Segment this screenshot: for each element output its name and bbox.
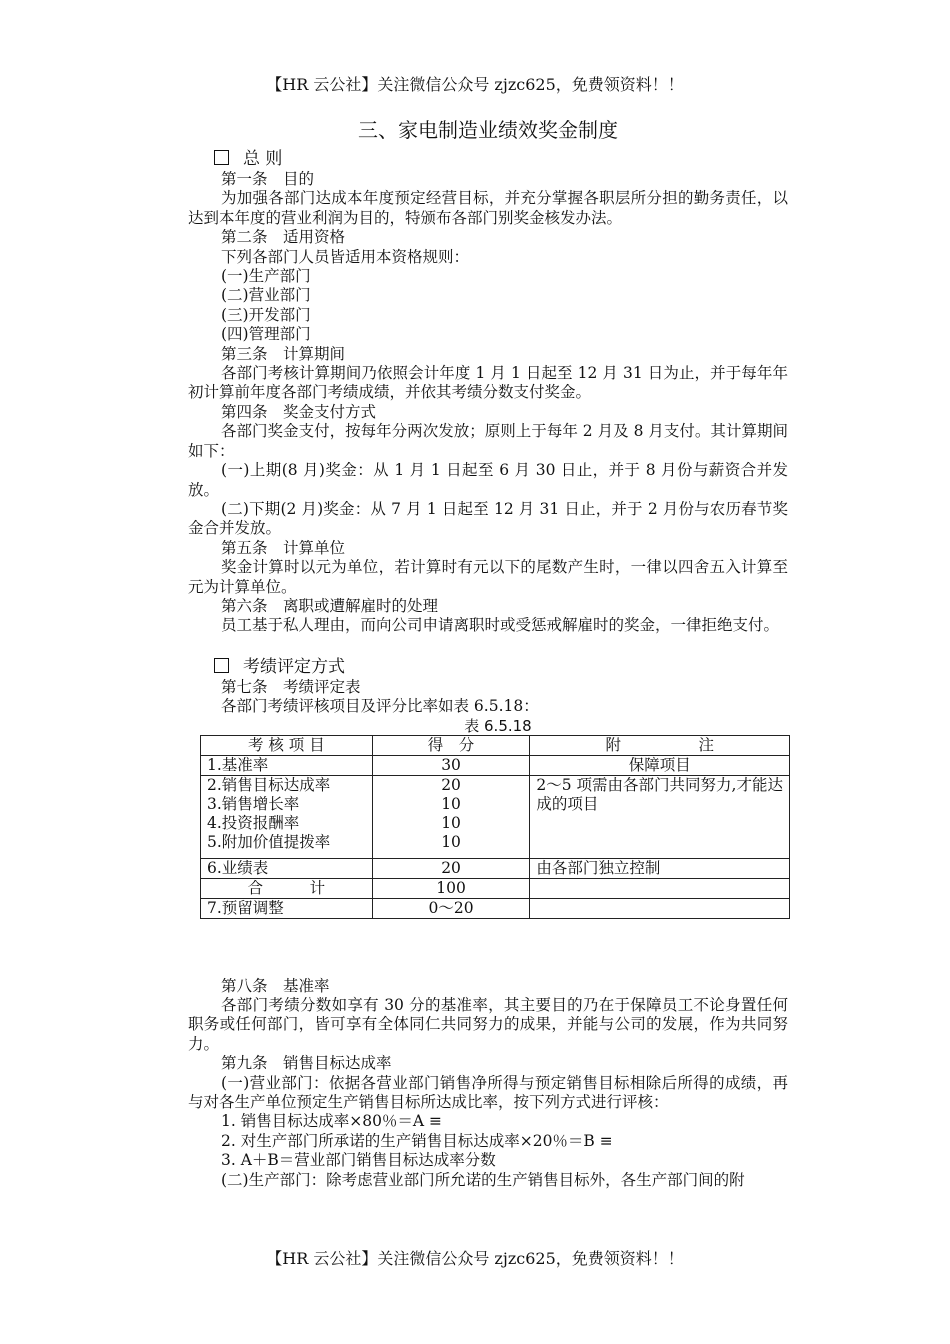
- table-header: 附 注: [530, 735, 790, 755]
- table-caption: 表 6.5.18: [464, 716, 532, 735]
- table-cell-line: 10: [441, 832, 461, 851]
- article-2-heading: 第二条 适用资格: [221, 228, 346, 247]
- article-6-body: 员工基于私人理由，而向公司申请离职时或受惩戒解雇时的奖金，一律拒绝支付。: [221, 616, 780, 635]
- table-cell: [201, 775, 373, 858]
- article-1-body: 为加强各部门达成本年度预定经营目标，并充分掌握各职层所分担的勤务责任，以达到本年度的营业利润为目的，特颁布各部门别奖金核发办法。: [188, 189, 788, 227]
- table-row: [201, 858, 790, 878]
- table-cell-line: 3.销售增长率: [207, 794, 300, 813]
- article-4-item-1: (一)上期(8 月)奖金：从 1 月 1 日起至 6 月 30 日止，并于 8 月份与薪资合并发放。: [188, 461, 788, 499]
- checkbox-square-icon: [214, 658, 229, 673]
- table-cell: [372, 775, 530, 858]
- table-cell: 100: [372, 878, 530, 898]
- article-7-heading: 第七条 考绩评定表: [221, 677, 361, 696]
- article-3-heading: 第三条 计算期间: [221, 344, 346, 363]
- article-8-body: 各部门考绩分数如享有 30 分的基准率，其主要目的乃在于保障员工不论身置任何职务或任何部门，皆可享有全体同仁共同努力的成果，并能与公司的发展，作为共同努力。: [188, 995, 788, 1053]
- table-cell-line: 10: [441, 794, 461, 813]
- table-row: [201, 775, 790, 858]
- formula-line: 3. A＋B＝营业部门销售目标达成率分数: [221, 1151, 496, 1170]
- article-5-heading: 第五条 计算单位: [221, 538, 346, 557]
- table-cell: 0～20: [372, 898, 530, 918]
- table-cell: [530, 898, 790, 918]
- table-cell-line: 5.附加价值提拨率: [207, 832, 331, 851]
- table-cell: 20: [372, 858, 530, 878]
- section-evaluation: [214, 656, 788, 678]
- article-1-heading: 第一条 目的: [221, 170, 315, 188]
- list-item: (三)开发部门: [221, 305, 311, 324]
- table-cell-line: 20: [441, 775, 461, 794]
- article-4-heading: 第四条 奖金支付方式: [221, 402, 377, 421]
- formula-line: 1. 销售目标达成率×80％＝A ≡: [221, 1112, 443, 1131]
- page-footer: 【HR 云公社】关注微信公众号 zjzc625，免费领资料！！: [266, 1249, 684, 1268]
- table-row: [201, 878, 790, 898]
- table-cell: 30: [372, 755, 530, 775]
- table-header: 得 分: [372, 735, 530, 755]
- article-9-heading: 第九条 销售目标达成率: [221, 1054, 392, 1073]
- table-cell-line: 10: [441, 813, 461, 832]
- table-row: [201, 898, 790, 918]
- article-9-item-1: (一)营业部门：依据各营业部门销售净所得与预定销售目标相除后所得的成绩，再与对各生产单位预定生产销售目标所达成比率，按下列方式进行评核：: [188, 1073, 788, 1111]
- table-cell: 1.基准率: [201, 755, 373, 775]
- article-5-body: 奖金计算时以元为单位，若计算时有元以下的尾数产生时，一律以四舍五入计算至元为计算单位。: [188, 558, 788, 596]
- table-cell: 6.业绩表: [201, 858, 373, 878]
- article-9-item-2: (二)生产部门：除考虑营业部门所允诺的生产销售目标外，各生产部门间的附: [221, 1170, 745, 1189]
- table-cell: 合 计: [201, 878, 373, 898]
- table-cell: 7.预留调整: [201, 898, 373, 918]
- table-cell: 保障项目: [530, 755, 790, 775]
- page-header: 【HR 云公社】关注微信公众号 zjzc625，免费领资料！！: [266, 75, 684, 94]
- section-general-label: 总 则: [243, 149, 283, 169]
- evaluation-table: [200, 735, 790, 919]
- table-cell-line: 2.销售目标达成率: [207, 775, 331, 794]
- table-header-row: [201, 735, 790, 755]
- table-row: [201, 755, 790, 775]
- section-general: [214, 148, 788, 170]
- article-3-body: 各部门考核计算期间乃依照会计年度 1 月 1 日起至 12 月 31 日为止，并于每年年初计算前年度各部门考绩成绩，并依其考绩分数支付奖金。: [188, 364, 788, 402]
- doc-title: 三、家电制造业绩效奖金制度: [358, 118, 618, 142]
- list-item: (一)生产部门: [221, 267, 311, 286]
- table-cell: 由各部门独立控制: [530, 858, 790, 878]
- article-4-body: 各部门奖金支付，按每年分两次发放；原则上于每年 2 月及 8 月支付。其计算期间如下：: [188, 422, 788, 460]
- article-2-body: 下列各部门人员皆适用本资格规则：: [221, 247, 470, 266]
- table-header: 考 核 项 目: [201, 735, 373, 755]
- article-4-item-2: (二)下期(2 月)奖金：从 7 月 1 日起至 12 月 31 日止，并于 2 月份与农历春节奖金合并发放。: [188, 499, 788, 538]
- article-8-heading: 第八条 基准率: [221, 976, 330, 995]
- document-body: [188, 114, 788, 1190]
- list-item: (四)管理部门: [221, 325, 311, 344]
- article-7-body: 各部门考绩评核项目及评分比率如表 6.5.18：: [221, 697, 539, 716]
- formula-line: 2. 对生产部门所承诺的生产销售目标达成率×20％＝B ≡: [221, 1131, 613, 1150]
- article-6-heading: 第六条 离职或遭解雇时的处理: [221, 596, 439, 615]
- table-cell: 2～5 项需由各部门共同努力,才能达成的项目: [530, 775, 790, 858]
- table-cell: [530, 878, 790, 898]
- list-item: (二)营业部门: [221, 286, 311, 305]
- table-cell-line: 4.投资报酬率: [207, 813, 300, 832]
- checkbox-square-icon: [214, 150, 229, 165]
- section-evaluation-label: 考绩评定方式: [243, 656, 345, 677]
